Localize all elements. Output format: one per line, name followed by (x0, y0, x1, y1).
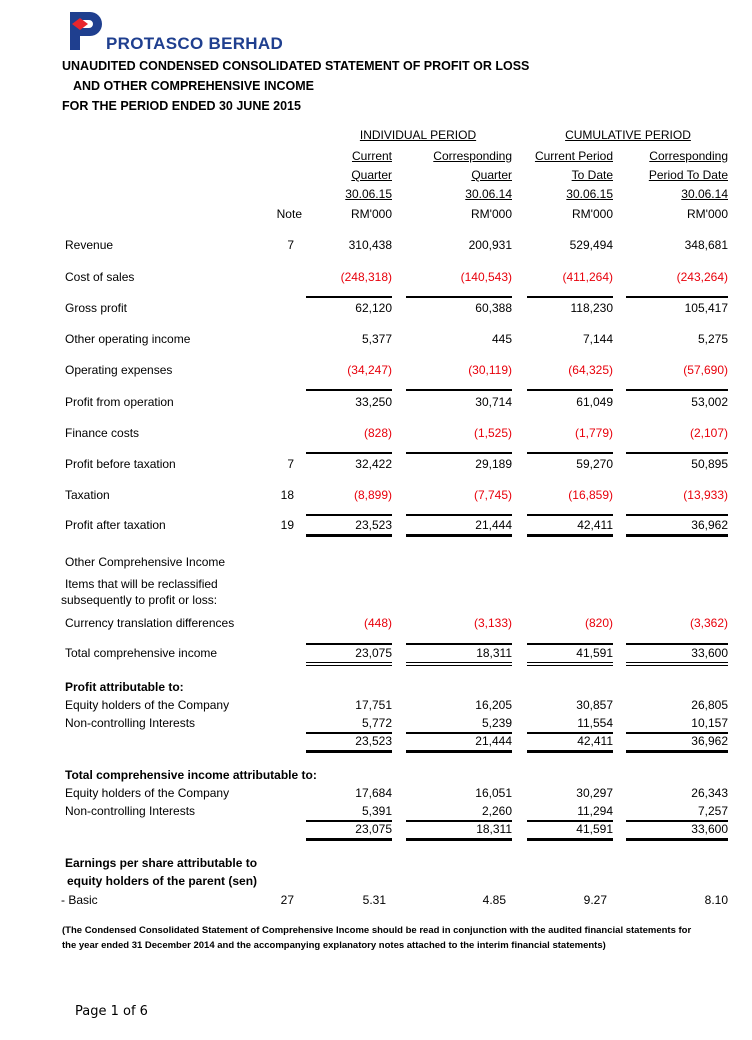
profit-attr-total-c4: 36,962 (691, 734, 728, 748)
company-name: PROTASCO BERHAD (106, 34, 284, 53)
eps-basic-note: 27 (280, 893, 294, 907)
tci-attr-total-c3: 41,591 (576, 822, 613, 836)
eps-basic-c3: 9.27 (583, 893, 607, 907)
oci-heading: Other Comprehensive Income (65, 555, 226, 569)
col4-line2: Period To Date (648, 168, 728, 182)
divider (406, 838, 512, 841)
other-income-label: Other operating income (65, 332, 191, 346)
divider (626, 662, 728, 663)
pat-c2: 21,444 (475, 518, 512, 532)
gross-profit-c3: 118,230 (570, 301, 613, 315)
divider (306, 750, 392, 753)
op-expenses-c2: (30,119) (468, 363, 512, 377)
cost-of-sales-label: Cost of sales (65, 270, 135, 284)
finance-costs-c2: (1,525) (473, 426, 512, 440)
divider (626, 665, 728, 666)
divider (626, 643, 728, 645)
divider (527, 452, 613, 454)
divider (306, 665, 392, 666)
other-income-c1: 5,377 (361, 332, 392, 346)
profit-operation-label: Profit from operation (65, 395, 174, 409)
divider (527, 514, 613, 516)
col1-line1: Current (351, 149, 392, 163)
divider (406, 643, 512, 645)
page-number: Page 1 of 6 (75, 1004, 148, 1019)
other-income-c4: 5,275 (697, 332, 728, 346)
tci-attr-nci-label: Non-controlling Interests (65, 804, 196, 818)
divider (406, 296, 512, 298)
divider (626, 534, 728, 537)
profit-attr-equity-c1: 17,751 (355, 698, 392, 712)
divider (406, 662, 512, 663)
col3-line1: Current Period (534, 149, 613, 163)
tci-attr-nci-c1: 5,391 (361, 804, 392, 818)
col1-line2: Quarter (351, 168, 392, 182)
tci-attr-heading: Total comprehensive income attributable to: (65, 768, 317, 782)
revenue-c3: 529,494 (569, 238, 613, 252)
profit-attr-equity-c2: 16,205 (475, 698, 512, 712)
col3-line2: To Date (571, 168, 613, 182)
pbt-c3: 59,270 (576, 457, 613, 471)
divider (527, 643, 613, 645)
pat-note: 19 (280, 518, 294, 532)
finance-costs-label: Finance costs (65, 426, 140, 440)
revenue-c4: 348,681 (684, 238, 728, 252)
divider (306, 514, 392, 516)
profit-operation-c3: 61,049 (576, 395, 613, 409)
cumulative-period-header: CUMULATIVE PERIOD (565, 128, 691, 142)
pbt-c4: 50,895 (691, 457, 728, 471)
col1-date: 30.06.15 (345, 187, 392, 201)
currency-c3: (820) (584, 616, 613, 630)
tci-attr-nci-c2: 2,260 (481, 804, 512, 818)
divider (406, 750, 512, 753)
cost-of-sales-c2: (140,543) (460, 270, 512, 284)
reclass-line1: Items that will be reclassified (65, 577, 218, 591)
profit-attr-equity-label: Equity holders of the Company (65, 698, 230, 712)
profit-attr-nci-c2: 5,239 (481, 716, 512, 730)
op-expenses-c1: (34,247) (347, 363, 392, 377)
col2-line2: Quarter (471, 168, 512, 182)
pbt-c2: 29,189 (475, 457, 512, 471)
total-ci-c3: 41,591 (576, 646, 613, 660)
profit-attr-heading: Profit attributable to: (65, 680, 184, 694)
revenue-c2: 200,931 (468, 238, 512, 252)
col2-unit: RM'000 (471, 207, 512, 221)
divider (306, 534, 392, 537)
profit-attr-total-c2: 21,444 (475, 734, 512, 748)
col4-date: 30.06.14 (681, 187, 728, 201)
taxation-note: 18 (280, 488, 294, 502)
pbt-c1: 32,422 (355, 457, 392, 471)
reclass-line2: subsequently to profit or loss: (61, 593, 218, 607)
divider (626, 750, 728, 753)
profit-attr-equity-c4: 26,805 (691, 698, 728, 712)
divider (306, 643, 392, 645)
eps-heading-line2: equity holders of the parent (sen) (67, 874, 258, 888)
currency-c1: (448) (363, 616, 392, 630)
eps-heading-line1: Earnings per share attributable to (65, 856, 258, 870)
total-ci-label: Total comprehensive income (65, 646, 218, 660)
other-income-c3: 7,144 (582, 332, 613, 346)
cost-of-sales-c1: (248,318) (340, 270, 392, 284)
profit-operation-c1: 33,250 (355, 395, 392, 409)
currency-c4: (3,362) (689, 616, 728, 630)
divider (306, 452, 392, 454)
total-ci-c2: 18,311 (476, 646, 512, 660)
profit-attr-nci-c4: 10,157 (691, 716, 728, 730)
profit-attr-total-c3: 42,411 (577, 734, 613, 748)
note-header: Note (276, 207, 302, 221)
col1-unit: RM'000 (351, 207, 392, 221)
pat-c4: 36,962 (691, 518, 728, 532)
profit-attr-nci-c1: 5,772 (361, 716, 392, 730)
col4-line1: Corresponding (649, 149, 728, 163)
gross-profit-c1: 62,120 (355, 301, 392, 315)
divider (306, 662, 392, 663)
divider (626, 389, 728, 391)
currency-c2: (3,133) (473, 616, 512, 630)
finance-costs-c4: (2,107) (689, 426, 728, 440)
other-income-c2: 445 (491, 332, 512, 346)
individual-period-header: INDIVIDUAL PERIOD (359, 128, 477, 142)
pat-c3: 42,411 (577, 518, 613, 532)
col4-unit: RM'000 (687, 207, 728, 221)
divider (527, 838, 613, 841)
total-ci-c4: 33,600 (691, 646, 728, 660)
revenue-label: Revenue (65, 238, 114, 252)
revenue-c1: 310,438 (348, 238, 392, 252)
protasco-logo-icon (66, 10, 106, 52)
profit-operation-c2: 30,714 (475, 395, 512, 409)
tci-attr-equity-c2: 16,051 (475, 786, 512, 800)
tci-attr-equity-c1: 17,684 (355, 786, 392, 800)
tci-attr-equity-c4: 26,343 (691, 786, 728, 800)
divider (406, 514, 512, 516)
eps-basic-c1: 5.31 (362, 893, 386, 907)
divider (626, 514, 728, 516)
gross-profit-label: Gross profit (65, 301, 128, 315)
eps-basic-c2: 4.85 (482, 893, 506, 907)
tci-attr-equity-c3: 30,297 (576, 786, 613, 800)
divider (527, 750, 613, 753)
currency-label: Currency translation differences (65, 616, 235, 630)
divider (626, 452, 728, 454)
op-expenses-label: Operating expenses (65, 363, 173, 377)
finance-costs-c3: (1,779) (574, 426, 613, 440)
divider (527, 534, 613, 537)
divider (626, 296, 728, 298)
profit-attr-equity-c3: 30,857 (576, 698, 613, 712)
col3-date: 30.06.15 (566, 187, 613, 201)
finance-costs-c1: (828) (363, 426, 392, 440)
divider (406, 389, 512, 391)
divider (527, 389, 613, 391)
taxation-c1: (8,899) (353, 488, 392, 502)
pat-label: Profit after taxation (65, 518, 166, 532)
pat-c1: 23,523 (355, 518, 392, 532)
total-ci-c1: 23,075 (355, 646, 392, 660)
pbt-note: 7 (287, 457, 294, 471)
eps-basic-label: - Basic (61, 893, 98, 907)
profit-attr-total-c1: 23,523 (355, 734, 392, 748)
gross-profit-c4: 105,417 (684, 301, 728, 315)
tci-attr-total-c4: 33,600 (691, 822, 728, 836)
gross-profit-c2: 60,388 (475, 301, 512, 315)
divider (406, 534, 512, 537)
tci-attr-equity-label: Equity holders of the Company (65, 786, 230, 800)
divider (527, 662, 613, 663)
footnote: (The Condensed Consolidated Statement of Comprehensive Income should be read in conjunction with the audited financial statements for the year ended 31 December 2014 and the accompanying explanatory notes attached to the interim financial statements) (62, 925, 692, 951)
pbt-label: Profit before taxation (65, 457, 176, 471)
divider (527, 665, 613, 666)
revenue-note: 7 (287, 238, 294, 252)
divider (306, 296, 392, 298)
divider (306, 389, 392, 391)
taxation-c4: (13,933) (683, 488, 728, 502)
divider (406, 452, 512, 454)
statement-title-line2: AND OTHER COMPREHENSIVE INCOME (73, 79, 314, 93)
col2-date: 30.06.14 (465, 187, 512, 201)
profit-attr-nci-label: Non-controlling Interests (65, 716, 196, 730)
statement-title-line1: UNAUDITED CONDENSED CONSOLIDATED STATEMENT OF PROFIT OR LOSS (62, 59, 530, 73)
divider (406, 665, 512, 666)
cost-of-sales-c4: (243,264) (676, 270, 728, 284)
profit-operation-c4: 53,002 (691, 395, 728, 409)
taxation-c2: (7,745) (473, 488, 512, 502)
divider (527, 296, 613, 298)
profit-attr-nci-c3: 11,554 (577, 716, 613, 730)
tci-attr-nci-c3: 11,294 (577, 804, 613, 818)
tci-attr-nci-c4: 7,257 (697, 804, 728, 818)
op-expenses-c3: (64,325) (568, 363, 613, 377)
op-expenses-c4: (57,690) (683, 363, 728, 377)
cost-of-sales-c3: (411,264) (562, 270, 613, 284)
tci-attr-total-c2: 18,311 (476, 822, 512, 836)
taxation-c3: (16,859) (568, 488, 613, 502)
divider (626, 838, 728, 841)
statement-period: FOR THE PERIOD ENDED 30 JUNE 2015 (62, 99, 301, 113)
col2-line1: Corresponding (433, 149, 512, 163)
tci-attr-total-c1: 23,075 (355, 822, 392, 836)
taxation-label: Taxation (65, 488, 110, 502)
col3-unit: RM'000 (572, 207, 613, 221)
eps-basic-c4: 8.10 (704, 893, 728, 907)
divider (306, 838, 392, 841)
